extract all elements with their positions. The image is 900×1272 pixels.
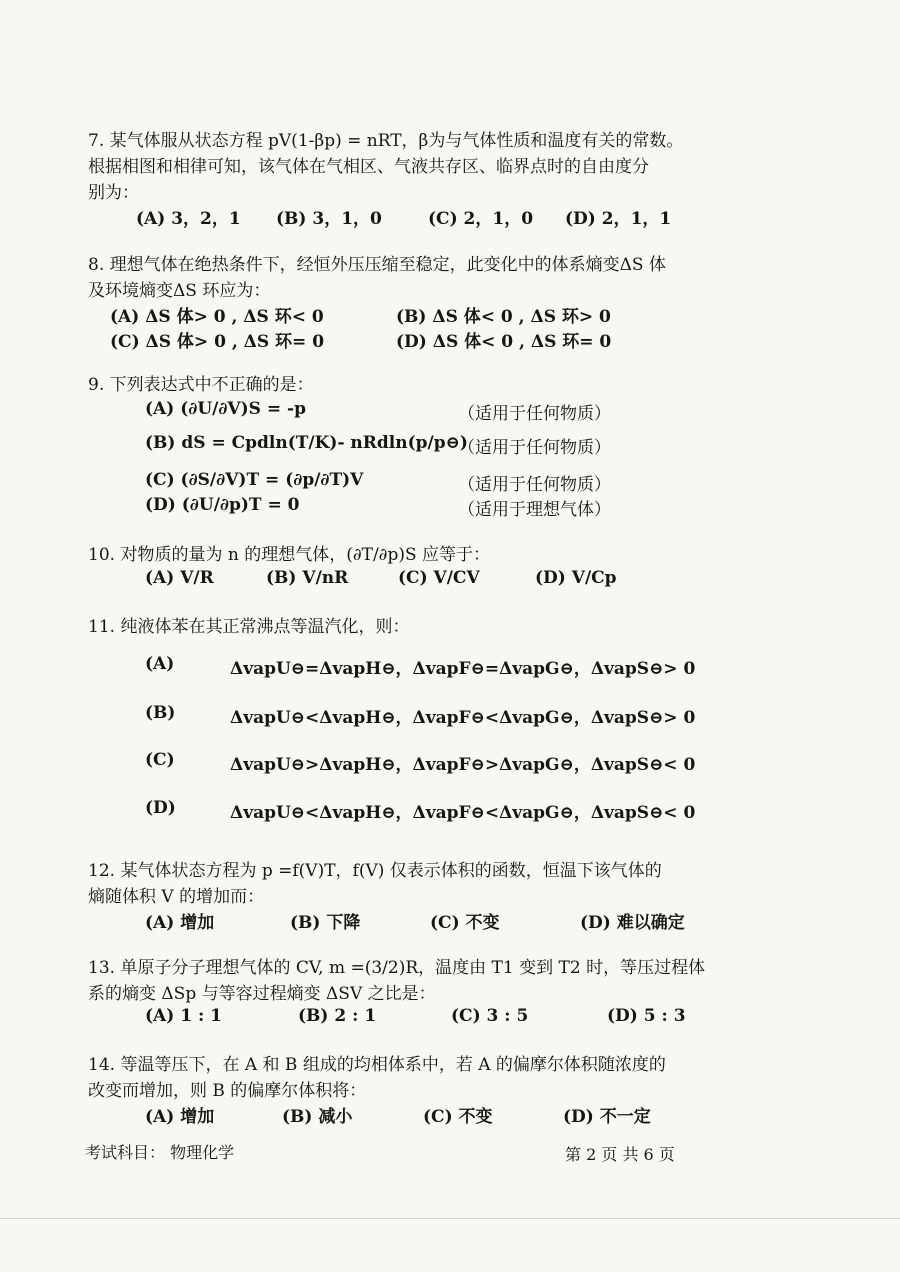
q11-option-a-expr: ΔvapU⊖=ΔvapH⊖，ΔvapF⊖=ΔvapG⊖，ΔvapS⊖> 0 xyxy=(230,659,696,679)
question-13 xyxy=(88,955,705,1007)
q9-line-1: 9. 下列表达式中不正确的是： xyxy=(88,375,314,395)
question-8 xyxy=(88,252,666,304)
q13-line-2: 系的熵变 ΔSp 与等容过程熵变 ΔSV 之比是： xyxy=(88,984,436,1004)
q9-option-d: (D) (∂U/∂p)T = 0 xyxy=(145,495,300,515)
q8-line-2: 及环境熵变ΔS 环应为： xyxy=(88,281,271,301)
q7-line-3: 别为： xyxy=(88,183,139,203)
q14-line-2: 改变而增加，则 B 的偏摩尔体积将： xyxy=(88,1081,367,1101)
q10-option-c: (C) V/CV xyxy=(398,568,480,588)
q7-option-d: (D) 2，1，1 xyxy=(565,209,672,229)
q11-option-d-expr: ΔvapU⊖<ΔvapH⊖，ΔvapF⊖<ΔvapG⊖，ΔvapS⊖< 0 xyxy=(230,803,696,823)
q8-line-1: 8. 理想气体在绝热条件下，经恒外压压缩至稳定，此变化中的体系熵变ΔS 体 xyxy=(88,255,666,275)
q7-line-1: 7. 某气体服从状态方程 pV(1-βp) = nRT，β为与气体性质和温度有关的常数。 xyxy=(88,131,684,151)
q11-option-c-label: (C) xyxy=(145,750,175,770)
q13-option-c: (C) 3 : 5 xyxy=(451,1006,529,1026)
q10-option-a: (A) V/R xyxy=(145,568,214,588)
q12-line-1: 12. 某气体状态方程为 p =f(V)T，f(V) 仅表示体积的函数，恒温下该气体的 xyxy=(88,861,662,881)
q11-option-c-expr: ΔvapU⊖>ΔvapH⊖，ΔvapF⊖>ΔvapG⊖，ΔvapS⊖< 0 xyxy=(230,755,696,775)
q9-note-a: （适用于任何物质） xyxy=(458,404,611,424)
q8-option-b: (B) ΔS 体< 0 , ΔS 环> 0 xyxy=(396,307,611,327)
q13-option-d: (D) 5 : 3 xyxy=(607,1006,686,1026)
q12-option-c: (C) 不变 xyxy=(430,913,500,933)
q7-option-a: (A) 3，2，1 xyxy=(136,209,241,229)
q7-line-2: 根据相图和相律可知，该气体在气相区、气液共存区、临界点时的自由度分 xyxy=(88,157,649,177)
q10-option-b: (B) V/nR xyxy=(266,568,349,588)
q11-option-b-label: (B) xyxy=(145,703,176,723)
q8-option-a: (A) ΔS 体> 0 , ΔS 环< 0 xyxy=(110,307,324,327)
question-12 xyxy=(88,858,662,910)
q10-option-d: (D) V/Cp xyxy=(535,568,617,588)
footer-page-number: 第 2 页 共 6 页 xyxy=(565,1145,675,1164)
q11-option-b-expr: ΔvapU⊖<ΔvapH⊖，ΔvapF⊖<ΔvapG⊖，ΔvapS⊖> 0 xyxy=(230,708,696,728)
question-7 xyxy=(88,128,683,206)
question-10 xyxy=(88,542,490,568)
q12-option-a: (A) 增加 xyxy=(145,913,215,933)
q12-option-d: (D) 难以确定 xyxy=(580,913,685,933)
q8-option-c: (C) ΔS 体> 0 , ΔS 环= 0 xyxy=(110,332,325,352)
q14-line-1: 14. 等温等压下，在 A 和 B 组成的均相体系中，若 A 的偏摩尔体积随浓度的 xyxy=(88,1055,666,1075)
footer-subject: 考试科目： 物理化学 xyxy=(85,1143,235,1162)
q14-option-a: (A) 增加 xyxy=(145,1107,215,1127)
q7-option-b: (B) 3，1，0 xyxy=(276,209,382,229)
q9-option-c: (C) (∂S/∂V)T = (∂p/∂T)V xyxy=(145,470,364,490)
q11-option-a-label: (A) xyxy=(145,654,175,674)
q13-line-1: 13. 单原子分子理想气体的 CV, m =(3/2)R，温度由 T1 变到 T2 时，等压过程体 xyxy=(88,958,706,978)
q12-line-2: 熵随体积 V 的增加而： xyxy=(88,887,265,907)
q9-note-c: （适用于任何物质） xyxy=(458,475,611,495)
q8-option-d: (D) ΔS 体< 0 , ΔS 环= 0 xyxy=(396,332,612,352)
question-11 xyxy=(88,614,409,640)
q13-option-b: (B) 2 : 1 xyxy=(298,1006,377,1026)
scan-edge-line xyxy=(0,1218,900,1219)
q9-option-b: (B) dS = Cpdln(T/K)- nRdln(p/p⊖) xyxy=(145,433,468,453)
q10-line-1: 10. 对物质的量为 n 的理想气体，(∂T/∂p)S 应等于： xyxy=(88,545,491,565)
q14-option-b: (B) 减小 xyxy=(282,1107,353,1127)
q9-note-b: （适用于任何物质） xyxy=(458,438,611,458)
q14-option-c: (C) 不变 xyxy=(423,1107,493,1127)
q11-option-d-label: (D) xyxy=(145,798,176,818)
q14-option-d: (D) 不一定 xyxy=(563,1107,651,1127)
q9-option-a: (A) (∂U/∂V)S = -p xyxy=(145,399,306,419)
q13-option-a: (A) 1 : 1 xyxy=(145,1006,222,1026)
q7-option-c: (C) 2，1，0 xyxy=(428,209,534,229)
q9-note-d: （适用于理想气体） xyxy=(458,500,611,520)
question-9 xyxy=(88,372,314,398)
question-14 xyxy=(88,1052,666,1104)
q11-line-1: 11. 纯液体苯在其正常沸点等温汽化，则： xyxy=(88,617,410,637)
q12-option-b: (B) 下降 xyxy=(290,913,361,933)
